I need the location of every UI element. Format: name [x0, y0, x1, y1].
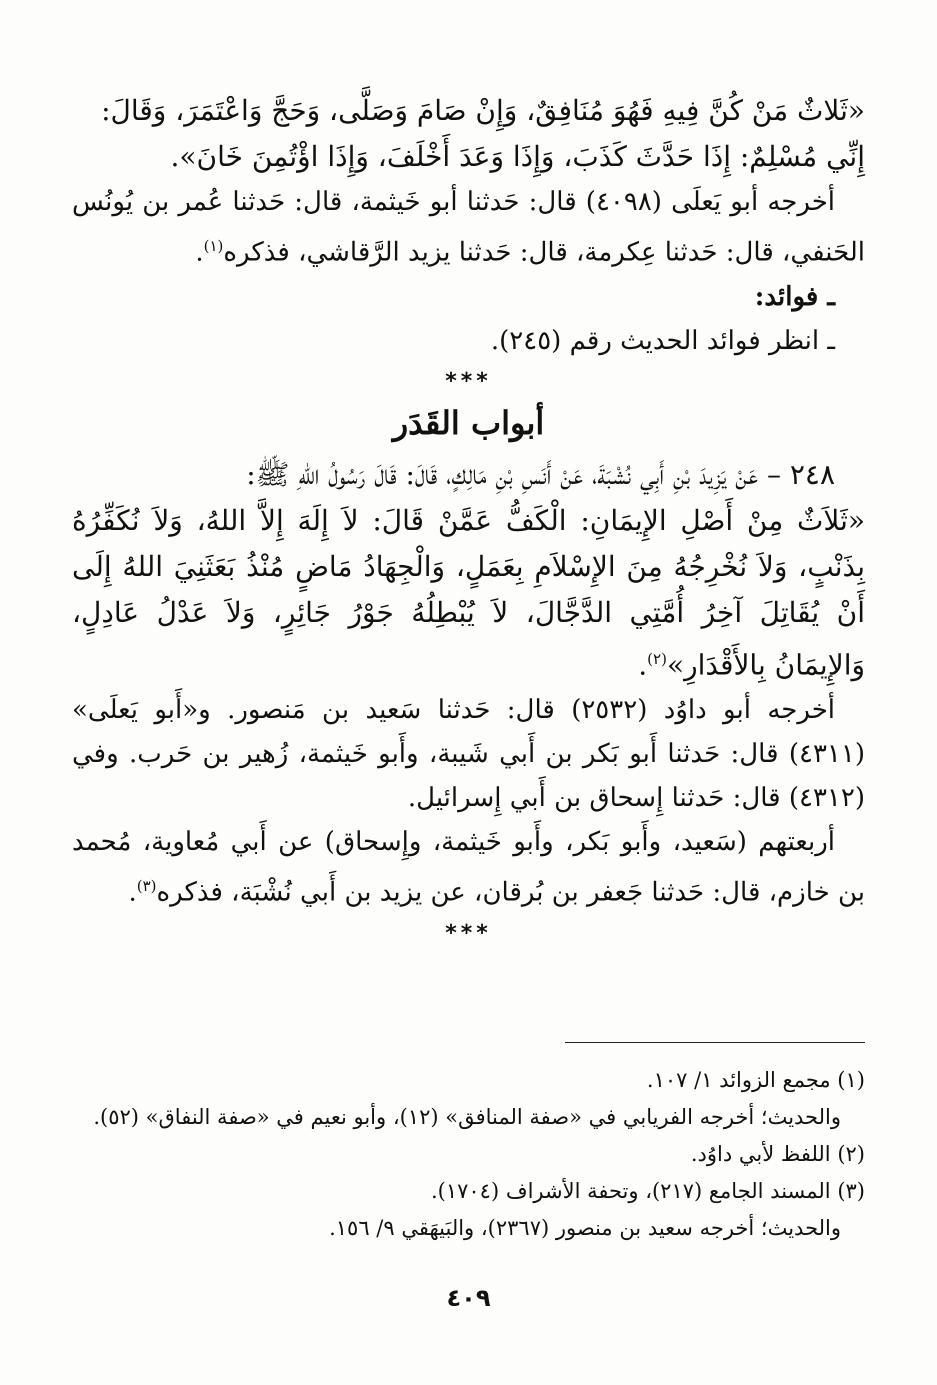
- footnote-ref: (٢): [647, 649, 667, 668]
- page-number: ٤٠٩: [446, 1284, 491, 1312]
- hadith-text-line: إِنِّي مُسْلِمٌ: إِذَا حَدَّثَ كَذَبَ، وَإِذَا وَعَدَ أَخْلَفَ، وَإِذَا اؤْتُمِنَ خَانَ».: [170, 140, 865, 173]
- footnote-divider: [565, 1042, 865, 1043]
- footnote: (٢) اللفظ لأبي داوُد.: [690, 1142, 865, 1166]
- footnote-ref: (٣): [136, 876, 157, 895]
- hadith-matn: «ثَلاَثٌ مِنْ أَصْلِ الإِيمَانِ: الْكَفُّ عَمَّنْ قَالَ: لاَ إِلَهَ إِلاَّ اللهُ، وَلاَ نُكَفِّرُهُ بِذَنْبٍ، وَلاَ نُخْرِجُهُ مِنَ الإِسْلاَمِ بِعَمَلٍ، وَالْجِهَادُ مَاضٍ مُنْذُ بَعَثَنِيَ اللهُ إِلَى أَنْ يُقَاتِلَ آخِرُ أُمَّتِي الدَّجَّالَ، لاَ يُبْطِلُهُ جَوْرُ جَائِرٍ، وَلاَ عَدْلُ عَادِلٍ، وَالإِيمَانُ بِالأَقْدَارِ»$^{(٢)}$.: [72, 503, 865, 681]
- section-separator: ***: [445, 368, 492, 394]
- section-separator: ***: [445, 920, 492, 946]
- footnote: والحديث؛ أخرجه سعيد بن منصور (٢٣٦٧)، والبَيهَقي ٩/ ١٥٦.: [329, 1216, 841, 1240]
- takhrij-paragraph: أخرجه أبو يَعلَى (٤٠٩٨) قال: حَدثنا أبو خَيثمة، قال: حَدثنا عُمر بن يُونُس الحَنفي، قال: حَدثنا عِكرمة، قال: حَدثنا يزيد الرَّقاشي، فذكره$^{(١)}$.: [72, 187, 865, 268]
- takhrij-paragraph: أخرجه أبو داوُد (٢٥٣٢) قال: حَدثنا سَعيد بن مَنصور. و«أَبو يَعلَى» (٤٣١١) قال: حَدثنا أَبو بَكر بن أَبي شَيبة، وأَبو خَيثمة، زُهير بن حَرب. وفي (٤٣١٢) قال: حَدثنا إِسحاق بن أَبي إِسرائيل.: [72, 694, 865, 813]
- footnotes: [72, 1062, 865, 1247]
- footnote: والحديث؛ أخرجه الفريابي في «صفة المنافق» (١٢)، وأبو نعيم في «صفة النفاق» (٥٢).: [93, 1105, 841, 1129]
- hadith-matn-text: «ثَلاَثٌ مِنْ أَصْلِ الإِيمَانِ: الْكَفُّ عَمَّنْ قَالَ: لاَ إِلَهَ إِلاَّ اللهُ، وَلاَ نُكَفِّرُهُ بِذَنْبٍ، وَلاَ نُخْرِجُهُ مِنَ الإِسْلاَمِ بِعَمَلٍ، وَالْجِهَادُ مَاضٍ مُنْذُ بَعَثَنِيَ اللهُ إِلَى أَنْ يُقَاتِلَ آخِرُ أُمَّتِي الدَّجَّالَ، لاَ يُبْطِلُهُ جَوْرُ جَائِرٍ، وَلاَ عَدْلُ عَادِلٍ، وَالإِيمَانُ بِالأَقْدَارِ»: [72, 503, 865, 681]
- hadith-isnad: ٢٤٨ – عَنْ يَزِيدَ بْنِ أَبِي نُشْبَةَ، عَنْ أَنَسِ بْنِ مَالِكٍ، قَالَ: قَالَ رَسُولُ اللهِ ﷺ:: [246, 457, 835, 491]
- takhrij-text: أخرجه أبو يَعلَى (٤٠٩٨) قال: حَدثنا أبو خَيثمة، قال: حَدثنا عُمر بن يُونُس الحَنفي، قال: حَدثنا عِكرمة، قال: حَدثنا يزيد الرَّقاشي، فذكره: [72, 187, 865, 268]
- footnote: (١) مجمع الزوائد ١/ ١٠٧.: [646, 1068, 865, 1092]
- footnote: (٣) المسند الجامع (٢١٧)، وتحفة الأشراف (١٧٠٤).: [430, 1179, 865, 1203]
- hadith-text-line: «ثَلاثٌ مَنْ كُنَّ فِيهِ فَهُوَ مُنَافِقٌ، وَإِنْ صَامَ وَصَلَّى، وَحَجَّ وَاعْتَمَرَ، وَقَالَ:: [101, 94, 865, 127]
- takhrij-text: أربعتهم (سَعيد، وأَبو بَكر، وأَبو خَيثمة، وإِسحاق) عن أَبي مُعاوية، مُحمد بن خازم، قال: حَدثنا جَعفر بن بُرقان، عن يزيد بن أَبي نُشْبَة، فذكره: [72, 826, 865, 908]
- section-title: أبواب القَدَر: [392, 403, 545, 442]
- footnote-ref: (١): [203, 237, 224, 255]
- fawaid-text: ـ انظر فوائد الحديث رقم (٢٤٥).: [490, 325, 835, 356]
- takhrij-paragraph: أربعتهم (سَعيد، وأَبو بَكر، وأَبو خَيثمة، وإِسحاق) عن أَبي مُعاوية، مُحمد بن خازم، قال: حَدثنا جَعفر بن بُرقان، عن يزيد بن أَبي نُشْبَة، فذكره$^{(٣)}$.: [72, 826, 865, 908]
- fawaid-label: ـ فوائد:: [754, 281, 835, 312]
